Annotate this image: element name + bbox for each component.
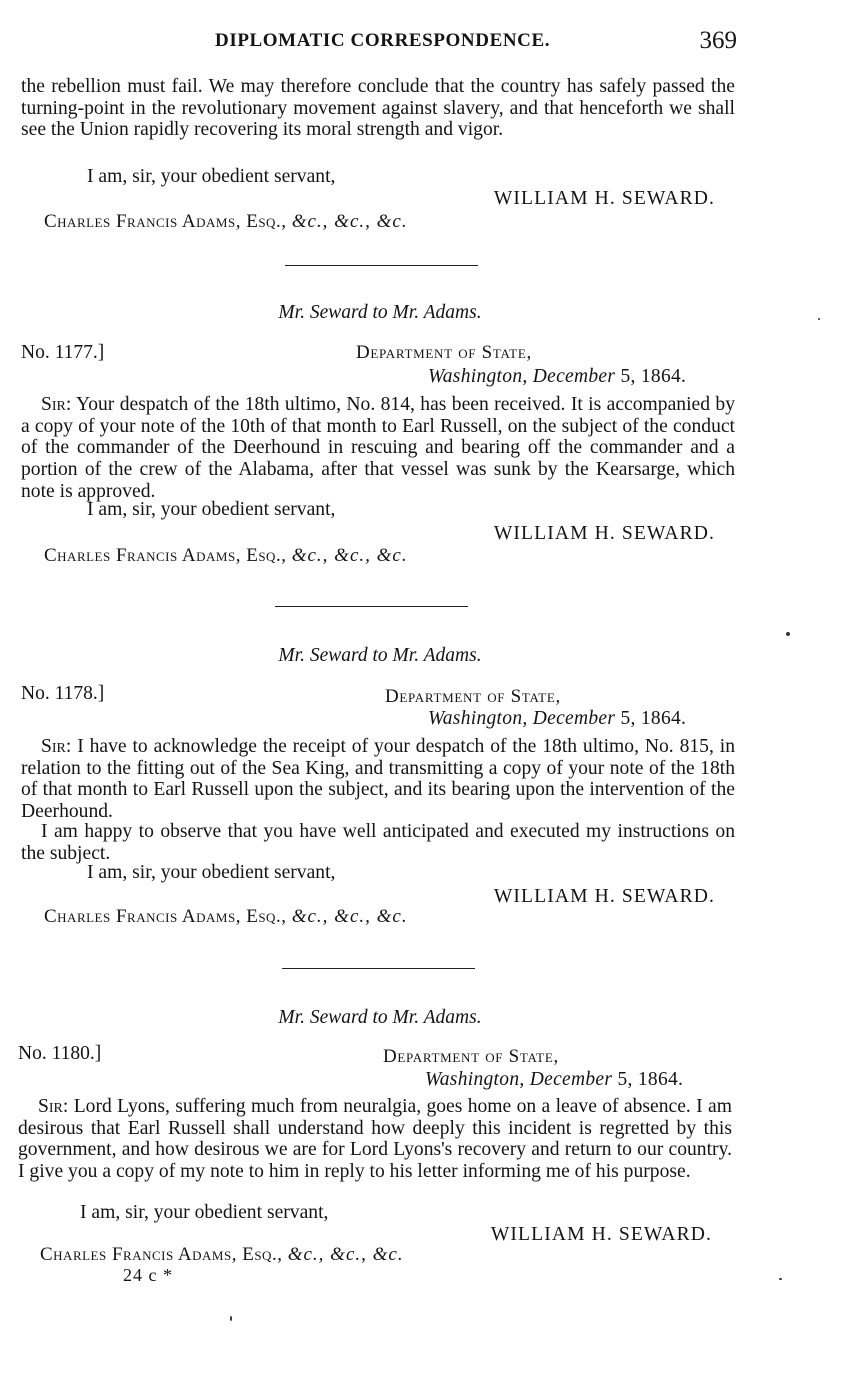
letter-addressee	[44, 211, 408, 233]
letter-heading: Mr. Seward to Mr. Adams.	[278, 645, 482, 666]
page-number: 369	[699, 27, 737, 54]
letter-number: No. 1178.]	[21, 683, 105, 704]
addressee-name: Charles Francis Adams, Esq.,	[44, 906, 287, 927]
letter-closing: I am, sir, your obedient servant,	[87, 166, 336, 187]
addressee-name: Charles Francis Adams, Esq.,	[40, 1244, 283, 1265]
letter-heading: Mr. Seward to Mr. Adams.	[278, 1007, 482, 1028]
letter-dateline	[425, 1069, 683, 1091]
body-text: Your despatch of the 18th ultimo, No. 814, has been received. It is accompanied by a copy of your note of the 10th of that month to Earl Russell, on the subject of the conduct of the commander of the Deerhound in rescuing and bearing off the commander and a portion of the crew of the Alabama, after that vessel was sunk by the Kearsarge, which note is approved.	[21, 394, 735, 502]
letter-body-continuation: I am happy to observe that you have well anticipated and executed my instructions on the subject.	[21, 821, 735, 864]
body-text: Lord Lyons, suffering much from neuralgia, goes home on a leave of absence. I am desirous that Earl Russell shall understand how deeply this incident is regretted by this government, and how desirous we are for Lord Lyons's recovery and return to our country. I give you a copy of my note to him in reply to his letter informing me of his purpose.	[18, 1096, 732, 1183]
salutation: Sir:	[38, 1096, 69, 1117]
letter-closing: I am, sir, your obedient servant,	[87, 862, 336, 883]
letter-number: No. 1180.]	[18, 1043, 102, 1064]
dateline-date: 5, 1864.	[617, 1069, 684, 1090]
letter-addressee	[44, 545, 408, 567]
letter-body	[18, 1096, 732, 1183]
letter-department: Department of State,	[383, 1046, 559, 1067]
scan-speck	[230, 1316, 232, 1321]
section-divider	[285, 265, 478, 266]
body-text: I have to acknowledge the receipt of your despatch of the 18th ultimo, No. 815, in relation to the fitting out of the Sea King, and transmitting a copy of your note of the 18th of that month to Earl Russell upon the subject, and its bearing upon the intervention of the Deerhound.	[21, 736, 735, 823]
letter-addressee	[44, 906, 408, 928]
scan-speck	[779, 1278, 782, 1280]
salutation: Sir:	[41, 394, 72, 415]
dateline-place: Washington, December	[425, 1069, 613, 1090]
letter-heading: Mr. Seward to Mr. Adams.	[278, 302, 482, 323]
section-divider	[275, 606, 468, 607]
letter-signature: WILLIAM H. SEWARD.	[493, 188, 715, 209]
letter-body	[21, 394, 735, 503]
addressee-etc: &c., &c., &c.	[291, 906, 408, 927]
letter-dateline	[428, 708, 686, 730]
letter-signature: WILLIAM H. SEWARD.	[493, 523, 715, 544]
salutation: Sir:	[41, 736, 72, 757]
addressee-etc: &c., &c., &c.	[291, 211, 408, 232]
letter-department: Department of State,	[385, 686, 561, 707]
letter-department: Department of State,	[356, 342, 532, 363]
running-title: DIPLOMATIC CORRESPONDENCE.	[215, 30, 551, 51]
letter-signature: WILLIAM H. SEWARD.	[493, 886, 715, 907]
addressee-etc: &c., &c., &c.	[287, 1244, 404, 1265]
printer-signature-mark: 24 c *	[123, 1265, 173, 1285]
section-divider	[282, 968, 475, 969]
dateline-date: 5, 1864.	[620, 366, 687, 387]
letter-closing: I am, sir, your obedient servant,	[87, 499, 336, 520]
letter-closing: I am, sir, your obedient servant,	[80, 1202, 329, 1223]
letter-body: the rebellion must fail. We may therefore conclude that the country has safely passed the turning-point in the revolutionary movement against slavery, and that henceforth we shall see the Union rapidly recovering its moral strength and vigor.	[21, 76, 735, 141]
letter-dateline	[428, 366, 686, 388]
dateline-place: Washington, December	[428, 366, 616, 387]
letter-number: No. 1177.]	[21, 342, 105, 363]
dateline-date: 5, 1864.	[620, 708, 687, 729]
dateline-place: Washington, December	[428, 708, 616, 729]
letter-signature: WILLIAM H. SEWARD.	[490, 1224, 712, 1245]
addressee-name: Charles Francis Adams, Esq.,	[44, 545, 287, 566]
scan-speck	[818, 318, 820, 320]
letter-addressee	[40, 1244, 404, 1266]
letter-body	[21, 736, 735, 823]
addressee-etc: &c., &c., &c.	[291, 545, 408, 566]
scan-speck	[786, 632, 790, 636]
addressee-name: Charles Francis Adams, Esq.,	[44, 211, 287, 232]
